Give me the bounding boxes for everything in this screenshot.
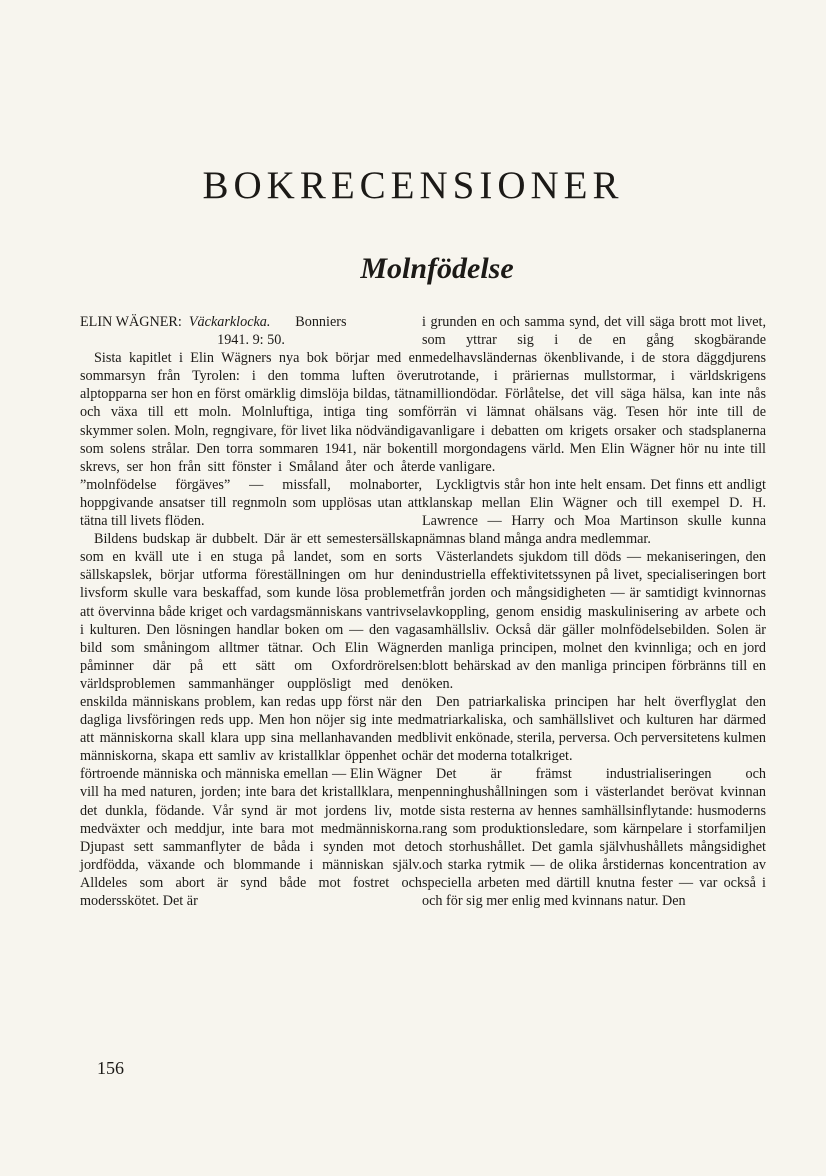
author-name: ELIN WÄGNER:: [80, 314, 182, 330]
page-number: 156: [97, 1058, 124, 1078]
paragraph: i grunden en och samma synd, det vill säga brott mot livet, som yttrar sig i de en gång skogbärande medelhavsländernas ökenblivande, i de stora däggdjurens utrotande, i präriernas mullstormar, i världskrigens milliondödar. Förlåtelse, det vill säga hälsa, kan inte nås förrän vi lämnat ohälsans väg. Tesen hör inte till de vanligare i debatten om krigets orsaker och stadsplanerna till morgondagens värld. Men Elin Wägner hör nu inte till de vanligare.: [422, 314, 766, 475]
paragraph: Lyckligtvis står hon inte helt ensam. Det finns ett andligt klanskap mellan Elin Wägner och till exempel D. H. Lawrence — Harry och Moa Martinson skulle kunna nämnas bland många andra medlemmar.: [422, 476, 766, 548]
review-title: Molnfödelse: [360, 252, 514, 285]
paragraph: Bildens budskap är dubbelt. Där är ett semestersällskap som en kväll ute i en stuga på landet, som en sorts sällskapslek, börjar utforma föreställningen om hur den livsform skulle vara beskaffad, som kunde lösa problemet att övervinna både kriget och vardagsmänniskans vantrivsel i kulturen. Den lösningen handlar boken om — den vaga bild som småningom alltmer tätnar. Och Elin Wägner påminner där på ett sätt om Oxfordrörelsen: världsproblemen sammanhänger oupplösligt med den enskilda människans problem, kan redas upp först när den dagliga livsföringen reds upp. Men hon nöjer sig inte med att människorna skall klara upp sina mellanhavanden med människorna, skapa ett samliv av kristallklar öppenhet och förtroende människa och människa emellan — Elin Wägner vill ha med naturen, jorden; inte bara det kristallklara, men det dunkla, födande. Vår synd är mot jordens liv, mot medväxter och meddjur, inte bara mot medmänniskorna. Djupast sett sammanflyter de båda i synden mot det jordfödda, växande och blommande i människan själv. Alldeles som abort är synd både mot fostret och modersskötet. Det är: [80, 531, 422, 909]
publisher: Bonniers: [295, 314, 347, 330]
year-info: 1941. 9: 50.: [217, 332, 285, 349]
paragraph: Sista kapitlet i Elin Wägners nya bok börjar med en sommarsyn från Tyrolen: i den tomma luften över alptopparna ser hon en först omärklig dimslöja bildas, tätna och växa till ett moln. Molnluftiga, intiga ting som skymmer solen. Moln, regngivare, för livet lika nödvändiga som solens strålar. Den torra sommaren 1941, när boken skrevs, ser hon från sitt fönster i Småland åter och åter ”molnfödelse förgäves” — missfall, molnaborter, hoppgivande ansatser till regnmoln som upplösas utan att tätna till livets flöden.: [80, 350, 422, 530]
bibliography: [80, 313, 422, 349]
right-column: [422, 313, 766, 910]
bibliography-line: [80, 313, 422, 331]
left-column: [80, 313, 422, 910]
paragraph: Det är främst industrialiseringen och penninghushållningen som i västerlandet berövat kvinnan de sista resterna av hennes samhällsinflytande: husmoderns rang som produktionsledare, som kärnpelare i storfamiljen och storhushållet. Det gamla självhushållets mångsidighet och starka rytmik — de olika årstidernas koncentration av speciella arbeten med därtill knutna fester — var också i och för sig mer enlig med kvinnans natur. Den: [422, 766, 766, 909]
book-title: Väckarklocka.: [188, 314, 271, 330]
paragraph: Västerlandets sjukdom till döds — mekaniseringen, den industriella effektivitetssynen på livet, specialiseringen bort från jorden och mångsidigheten — är samtidigt kvinnornas avkoppling, genom ensidig maskulinisering av arbete och samhällsliv. Också där gäller molnfödelsebilden. Solen är den manliga principen, molnet den kvinnliga; och en jord blott behärskad av den manliga principen förbränns till en öken.: [422, 549, 766, 692]
section-title: BOKRECENSIONER: [202, 164, 624, 207]
paragraph: Den patriarkaliska principen har helt överflyglat den matriarkaliska, och samhällslivet och kulturen har därmed blivit enkönade, sterila, perversa. Och perversitetens kulmen är det moderna totalkriget.: [422, 693, 766, 765]
